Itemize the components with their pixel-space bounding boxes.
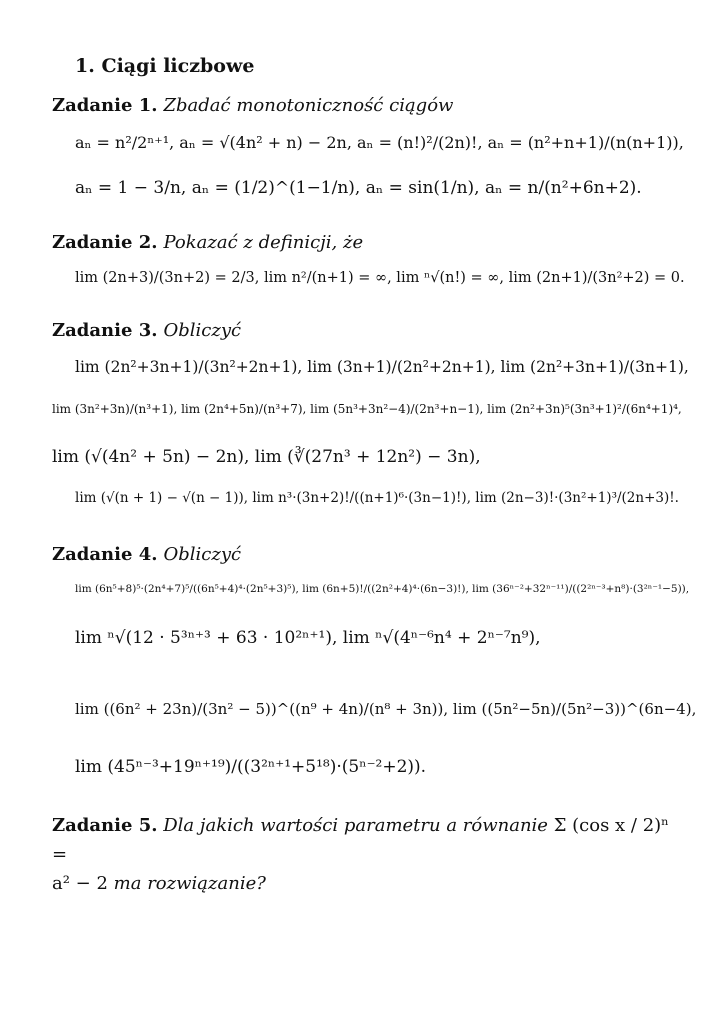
formula-z3-line2: lim (3n²+3n)/(n³+1), lim (2n⁴+5n)/(n³+7), lim (5n³+3n²−4)/(2n³+n−1), lim (2n²+3n)⁵(3n³+1)²/(6n⁴+1)⁴,	[52, 402, 682, 416]
formula-z3-line1: lim (2n²+3n+1)/(3n²+2n+1), lim (3n+1)/(2n²+2n+1), lim (2n²+3n+1)/(3n+1),	[75, 358, 689, 376]
formula-z1-line1: aₙ = n²/2ⁿ⁺¹, aₙ = √(4n² + n) − 2n, aₙ = (n!)²/(2n)!, aₙ = (n²+n+1)/(n(n+1)),	[75, 133, 684, 152]
task-2-text: Pokazać z definicji, że	[163, 232, 364, 253]
task-1-text: Zbadać monotoniczność ciągów	[163, 95, 454, 116]
task-3-text: Obliczyć	[163, 320, 242, 341]
formula-z1-line2: aₙ = 1 − 3/n, aₙ = (1/2)^(1−1/n), aₙ = sin(1/n), aₙ = n/(n²+6n+2).	[75, 178, 642, 198]
formula-z3-line3: lim (√(4n² + 5n) − 2n), lim (∛(27n³ + 12n²) − 3n),	[52, 447, 481, 467]
task-1-label: Zadanie 1.	[52, 95, 158, 116]
task-3-heading	[52, 320, 241, 341]
task-2-label: Zadanie 2.	[52, 232, 158, 253]
task-4-text: Obliczyć	[163, 544, 242, 565]
task-1-heading	[52, 95, 453, 116]
formula-z2-line1: lim (2n+3)/(3n+2) = 2/3, lim n²/(n+1) = ∞, lim ⁿ√(n!) = ∞, lim (2n+1)/(3n²+2) = 0.	[75, 270, 685, 286]
task-5-rhs: a² − 2	[52, 872, 108, 894]
task-5-text-end: ma rozwiązanie?	[113, 872, 266, 894]
task-5-label: Zadanie 5.	[52, 815, 158, 836]
formula-z4-line1: lim (6n⁵+8)⁵·(2n⁴+7)⁵/((6n⁵+4)⁴·(2n⁵+3)⁵), lim (6n+5)!/((2n²+4)⁴·(6n−3)!), lim (36ⁿ⁻²+32ⁿ⁻¹¹)/((2²ⁿ⁻³+n⁸)·(3²ⁿ⁻¹−5)),	[75, 583, 690, 595]
task-5-text: Dla jakich wartości parametru a równanie	[163, 815, 548, 836]
task-2-heading	[52, 232, 363, 253]
section-title: 1. Ciągi liczbowe	[75, 55, 255, 77]
formula-z4-line2: lim ⁿ√(12 · 5³ⁿ⁺³ + 63 · 10²ⁿ⁺¹), lim ⁿ√(4ⁿ⁻⁶n⁴ + 2ⁿ⁻⁷n⁹),	[75, 628, 541, 648]
task-3-label: Zadanie 3.	[52, 320, 158, 341]
formula-z4-line4: lim (45ⁿ⁻³+19ⁿ⁺¹⁹)/((3²ⁿ⁺¹+5¹⁸)·(5ⁿ⁻²+2)).	[75, 757, 427, 777]
formula-z3-line4: lim (√(n + 1) − √(n − 1)), lim n³·(3n+2)!/((n+1)⁶·(3n−1)!), lim (2n−3)!·(3n²+1)³/(2n+3)!.	[75, 490, 679, 506]
task-4-heading	[52, 544, 241, 565]
task-5-paragraph	[52, 812, 672, 898]
task-5-sum: Σ (cos x / 2)ⁿ =	[52, 815, 669, 865]
task-4-label: Zadanie 4.	[52, 544, 158, 565]
formula-z4-line3: lim ((6n² + 23n)/(3n² − 5))^((n⁹ + 4n)/(n⁸ + 3n)), lim ((5n²−5n)/(5n²−3))^(6n−4),	[75, 700, 697, 718]
